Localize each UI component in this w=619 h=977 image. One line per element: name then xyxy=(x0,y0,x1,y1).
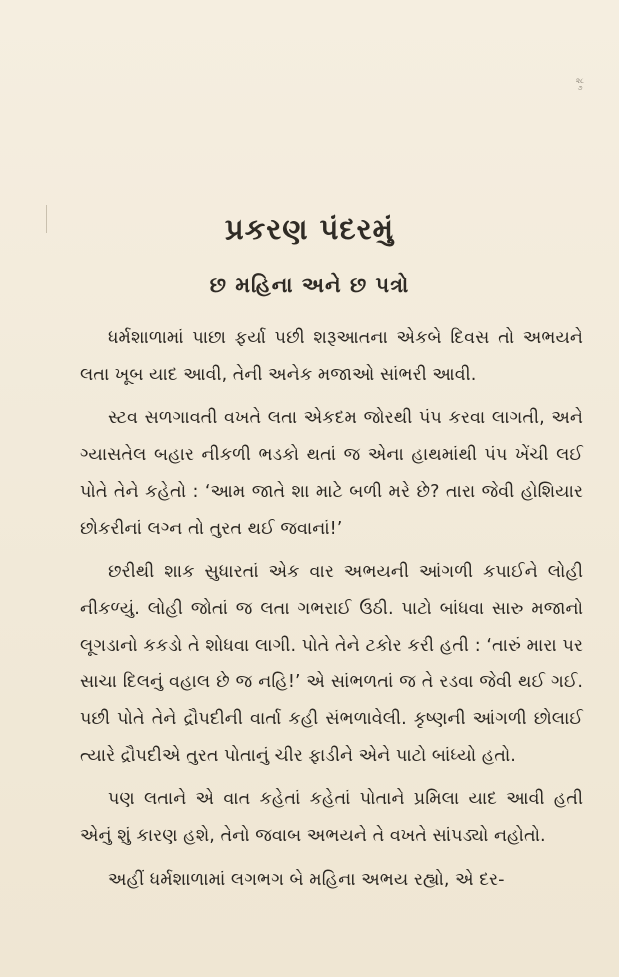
paragraph-3: છરીથી શાક સુધારતાં એક વાર અભયની આંગળી કપાઈને લોહી નીકળ્યું. લોહી જોતાં જ લતા ગભરાઈ ઉઠી. પાટો બાંધવા સારુ મજાનો લૂગડાનો કકડો તે શોધવા લાગી. પોતે તેને ટકોર કરી હતી : ‘તારું મારા પર સાચા દિલનું વહાલ છે જ નહિ!’ એ સાંભળતાં જ તે રડવા જેવી થઈ ગઈ. પછી પોતે તેને દ્રૌપદીની વાર્તા કહી સંભળાવેલી. કૃષ્ણની આંગળી છોલાઈ ત્યારે દ્રૌપદીએ તુરત પોતાનું ચીર ફાડીને એને પાટો બાંધ્યો હતો. xyxy=(80,562,583,766)
chapter-title: પ્રકરણ પંદરમું xyxy=(224,212,395,246)
body-text xyxy=(80,320,583,906)
paragraph-5: અહીં ધર્મશાળામાં લગભગ બે મહિના અભય રહ્યો, એ દર- xyxy=(108,869,505,890)
paragraph-2: સ્ટવ સળગાવતી વખતે લતા એકદમ જોરથી પંપ કરવા લાગતી, અને ગ્યાસતેલ બહાર નીકળી ભડકો થતાં જ એના હાથમાંથી પંપ ખેંચી લઈ પોતે તેને કહેતો : ‘આમ જાતે શા માટે બળી મરે છે? તારા જેવી હોશિયાર છોકરીનાં લગ્ન તો તુરત થઈ જવાનાં!’ xyxy=(80,408,583,539)
paragraph-1: ધર્મશાળામાં પાછા ફર્યા પછી શરૂઆતના એકબે દિવસ તો અભયને લતા ખૂબ યાદ આવી, તેની અનેક મજાઓ સાંભરી આવી. xyxy=(80,328,583,385)
page-number: ૨૮૭ xyxy=(576,77,584,92)
chapter-subtitle: છ મહિના અને છ પત્રો xyxy=(209,273,410,297)
paragraph-4: પણ લતાને એ વાત કહેતાં કહેતાં પોતાને પ્રમિલા યાદ આવી હતી એનું શું કારણ હશે, તેનો જવાબ અભયને તે વખતે સાંપડ્યો નહોતો. xyxy=(80,789,583,847)
